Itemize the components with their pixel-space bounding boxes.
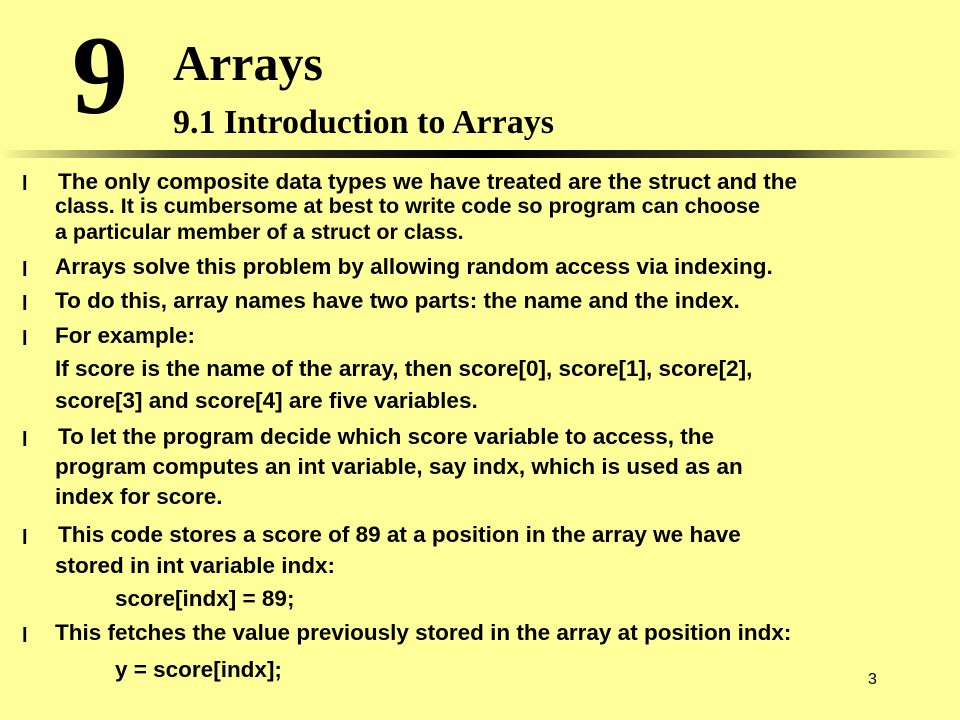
title-divider: [0, 150, 960, 158]
bullet-marker: l: [22, 173, 28, 195]
code-line: score[indx] = 89;: [115, 586, 295, 611]
bullet-text: This fetches the value previously stored in the array at position indx:: [55, 620, 792, 645]
bullet-text: To do this, array names have two parts: the name and the index.: [55, 288, 740, 313]
bullet-text: If score is the name of the array, then score[0], score[1], score[2],: [55, 356, 753, 381]
bullet-marker: l: [22, 293, 28, 315]
bullet-text: The only composite data types we have treated are the struct and the: [58, 169, 797, 194]
bullet-marker: l: [22, 429, 28, 451]
chapter-number: 9: [72, 14, 128, 138]
bullet-marker: l: [22, 259, 28, 281]
page-number: 3: [868, 671, 877, 688]
bullet-text: For example:: [55, 323, 196, 348]
bullet-text: program computes an int variable, say indx, which is used as an: [55, 454, 743, 479]
bullet-text: stored in int variable indx:: [55, 553, 336, 578]
bullet-text: a particular member of a struct or class.: [55, 220, 464, 244]
bullet-text: index for score.: [55, 484, 223, 509]
slide-subtitle: 9.1 Introduction to Arrays: [173, 104, 554, 141]
bullet-text: class. It is cumbersome at best to write code so program can choose: [55, 194, 760, 218]
bullet-marker: l: [22, 527, 28, 549]
slide-title: Arrays: [173, 35, 323, 91]
bullet-marker: l: [22, 328, 28, 350]
bullet-marker: l: [22, 625, 28, 647]
bullet-text: This code stores a score of 89 at a position in the array we have: [58, 522, 741, 547]
bullet-text: score[3] and score[4] are five variables.: [55, 388, 478, 413]
code-line: y = score[indx];: [115, 657, 282, 682]
bullet-text: Arrays solve this problem by allowing random access via indexing.: [55, 254, 773, 279]
bullet-text: To let the program decide which score variable to access, the: [58, 424, 715, 449]
